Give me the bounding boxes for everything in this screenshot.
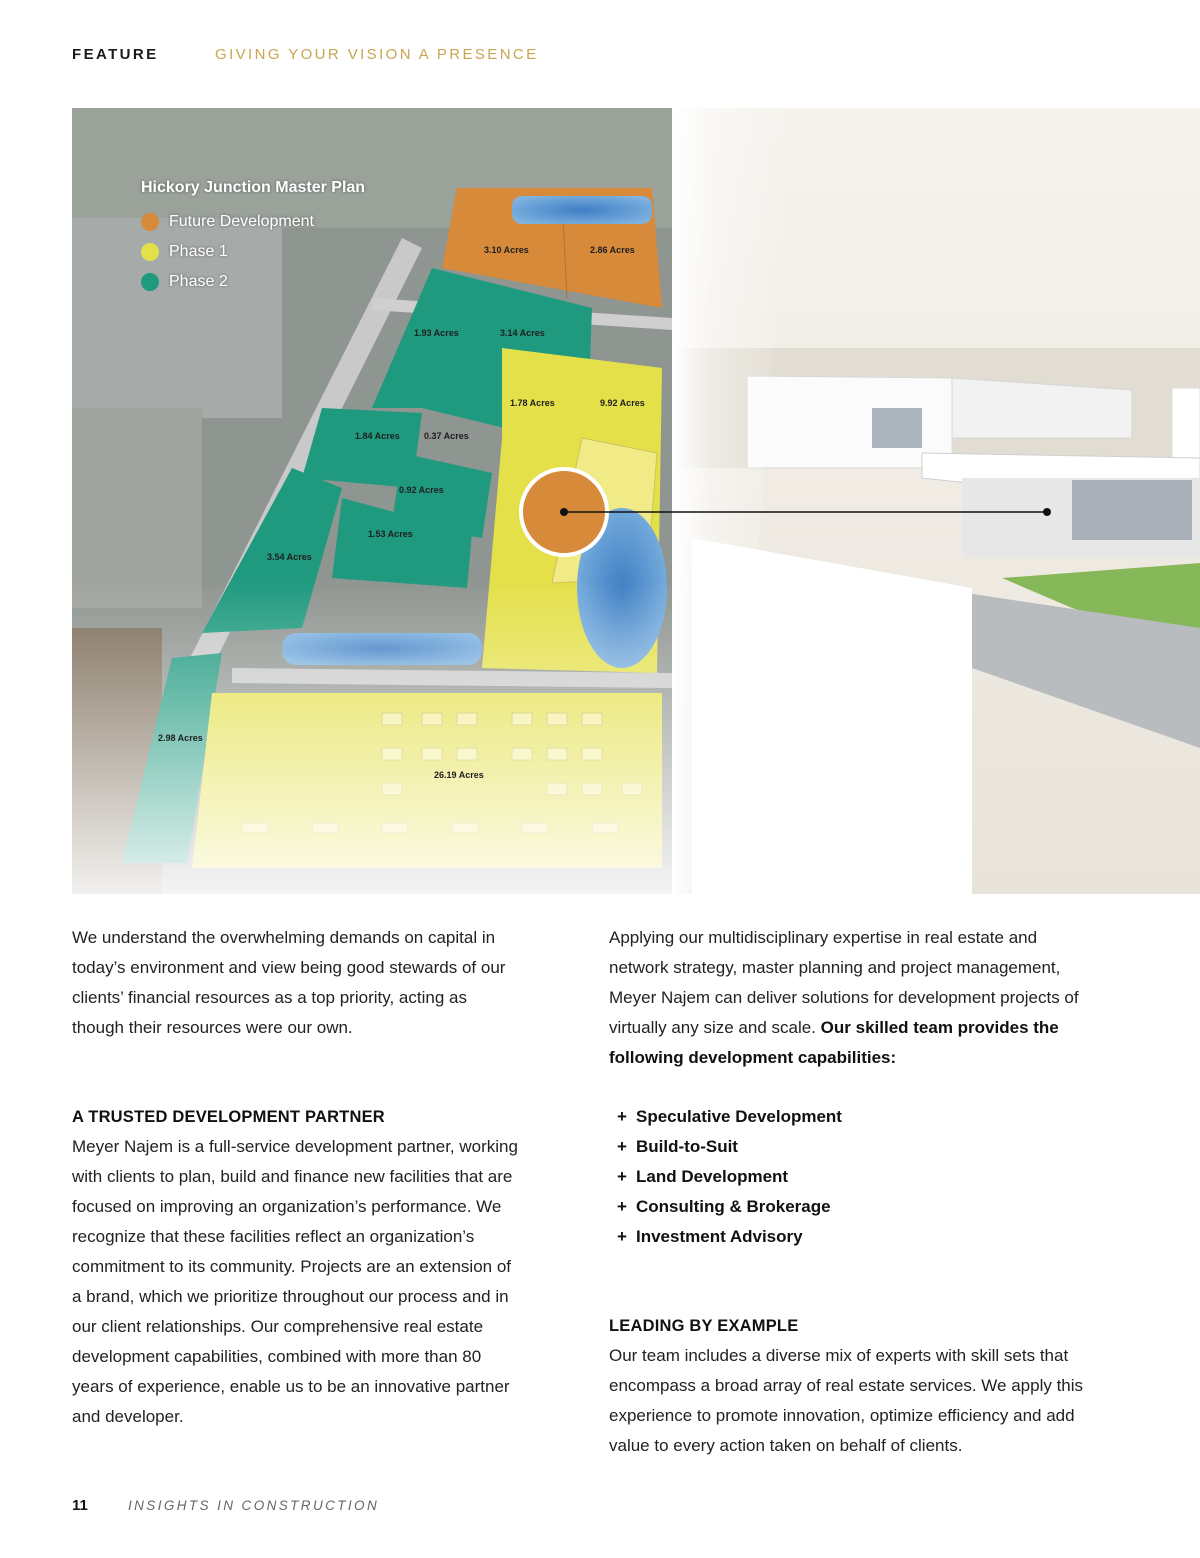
parcel-label: 1.84 Acres — [355, 431, 400, 441]
left-column — [72, 923, 522, 1432]
publication-name: INSIGHTS IN CONSTRUCTION — [128, 1498, 380, 1513]
right-column — [609, 923, 1095, 1461]
map-title: Hickory Junction Master Plan — [141, 179, 366, 196]
list-item-label: Investment Advisory — [636, 1227, 803, 1246]
map-legend — [141, 179, 365, 297]
capabilities-list — [609, 1102, 1095, 1252]
intro-text: Applying our multidisciplinary expertise in real estate and network strategy, master planning and project management, Meyer Najem can deliver solutions for development projects of virtually any size and scale. — [609, 928, 1079, 1037]
list-item — [609, 1162, 1095, 1192]
parcel-label: 2.86 Acres — [590, 245, 635, 255]
plus-icon: + — [617, 1227, 627, 1246]
parcel-label: 3.10 Acres — [484, 245, 529, 255]
parcel-label: 1.53 Acres — [368, 529, 413, 539]
parcel-label: 26.19 Acres — [434, 770, 484, 780]
list-item-label: Land Development — [636, 1167, 789, 1186]
legend-dot-icon — [141, 213, 159, 231]
list-item — [609, 1132, 1095, 1162]
list-item-label: Consulting & Brokerage — [636, 1197, 831, 1216]
intro-paragraph: We understand the overwhelming demands on capital in today’s environment and view being good stewards of our clients’ financial resources as a top priority, acting as though their resources were our own. — [72, 928, 506, 1037]
parcel-label: 0.37 Acres — [424, 431, 469, 441]
parcel-label: 1.78 Acres — [510, 398, 555, 408]
legend-item — [141, 237, 365, 267]
parcel-label: 2.98 Acres — [158, 733, 203, 743]
page-number: 11 — [72, 1497, 88, 1514]
parcel-label: 0.92 Acres — [399, 485, 444, 495]
legend-item — [141, 267, 365, 297]
page-header — [72, 46, 539, 63]
parcel-label: 9.92 Acres — [600, 398, 645, 408]
list-item-label: Speculative Development — [636, 1107, 842, 1126]
intro-paragraph — [609, 923, 1095, 1073]
page-footer — [72, 1497, 380, 1514]
legend-dot-icon — [141, 243, 159, 261]
list-item-label: Build-to-Suit — [636, 1137, 738, 1156]
section-tagline: GIVING YOUR VISION A PRESENCE — [215, 46, 539, 63]
section-label: FEATURE — [72, 46, 159, 63]
list-item — [609, 1102, 1095, 1132]
legend-item — [141, 207, 365, 237]
legend-label: Phase 1 — [169, 243, 228, 260]
parcel-label: 3.14 Acres — [500, 328, 545, 338]
plus-icon: + — [617, 1107, 627, 1126]
section-paragraph: Our team includes a diverse mix of experts with skill sets that encompass a broad array of real estate services. We apply this experience to promote innovation, optimize efficiency and add value to every action taken on behalf of clients. — [609, 1346, 1084, 1455]
plus-icon: + — [617, 1167, 627, 1186]
section-paragraph: Meyer Najem is a full-service development partner, working with clients to plan, build and finance new facilities that are focused on improving an organization’s performance. We recognize that these facilities reflect an organization’s commitment to its community. Projects are an extension of a brand, which we prioritize throughout our process and in our client relationships. Our comprehensive real estate development capabilities, combined with more than 80 years of experience, enable us to be an innovative partner and developer. — [72, 1137, 518, 1426]
parcel-label: 3.54 Acres — [267, 552, 312, 562]
legend-label: Future Development — [169, 213, 314, 230]
plus-icon: + — [617, 1137, 627, 1156]
list-item — [609, 1192, 1095, 1222]
legend-label: Phase 2 — [169, 273, 228, 290]
section-heading: A TRUSTED DEVELOPMENT PARTNER — [72, 1108, 385, 1126]
plus-icon: + — [617, 1197, 627, 1216]
intro-bold-text: Our skilled team provides the following development capabilities: — [609, 1018, 1059, 1067]
legend-dot-icon — [141, 273, 159, 291]
parcel-label: 1.93 Acres — [414, 328, 459, 338]
list-item — [609, 1222, 1095, 1252]
section-heading: LEADING BY EXAMPLE — [609, 1317, 799, 1335]
